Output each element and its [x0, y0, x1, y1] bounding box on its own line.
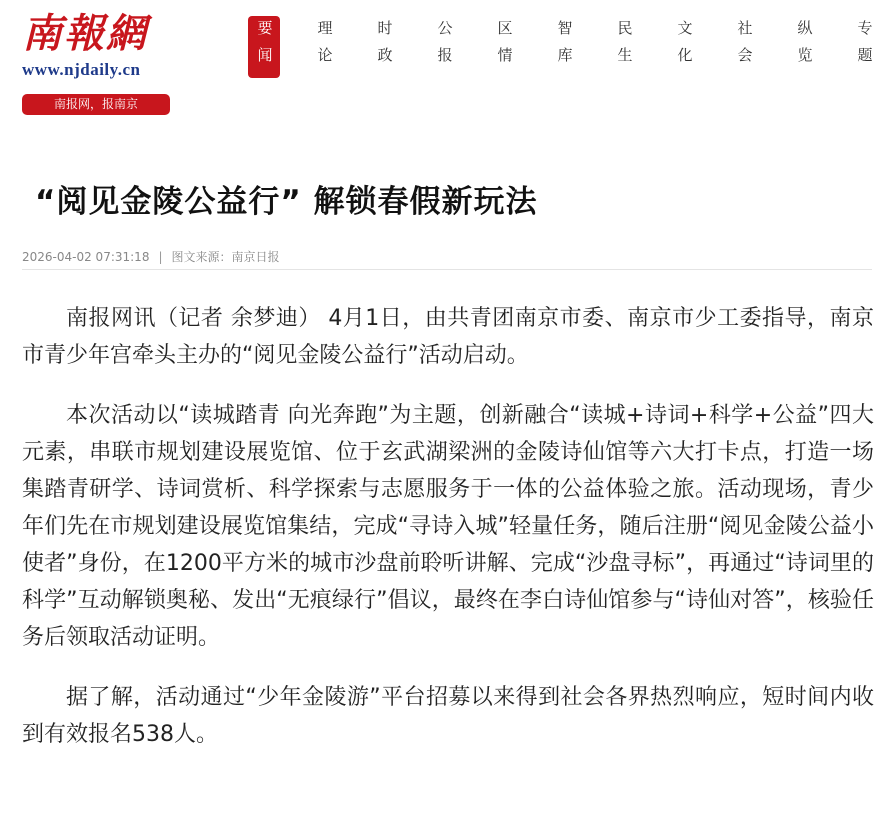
nav-item[interactable]: 民生	[615, 20, 634, 74]
nav-item[interactable]: 区情	[495, 20, 514, 74]
meta-separator: |	[158, 250, 163, 264]
divider	[22, 269, 872, 270]
nav-item[interactable]: 文化	[675, 20, 694, 74]
nav-item[interactable]: 理论	[315, 20, 334, 74]
logo-name: 南報網	[22, 10, 148, 57]
nav-item[interactable]: 时政	[375, 20, 394, 74]
main-nav	[248, 16, 878, 78]
nav-item[interactable]: 智库	[555, 20, 574, 74]
article-paragraph: 据了解，活动通过“少年金陵游”平台招募以来得到社会各界热烈响应，短时间内收到有效报名538人。	[22, 685, 874, 747]
article-source: 图文来源：南京日报	[171, 250, 280, 264]
slogan-badge: 南报网，报南京	[22, 94, 170, 115]
article-paragraph: 本次活动以“读城踏青 向光奔跑”为主题，创新融合“读城+诗词+科学+公益”四大元素，串联市规划建设展览馆、位于玄武湖梁洲的金陵诗仙馆等六大打卡点，打造一场集踏青研学、诗词赏析、科学探索与志愿服务于一体的公益体验之旅。活动现场，青少年们先在市规划建设展览馆集结，完成“寻诗入城”轻量任务，随后注册“阅见金陵公益小使者”身份，在1200平方米的城市沙盘前聆听讲解、完成“沙盘寻标”，再通过“诗词里的科学”互动解锁奥秘、发出“无痕绿行”倡议，最终在李白诗仙馆参与“诗仙对答”，核验任务后领取活动证明。	[22, 403, 874, 650]
nav-item[interactable]: 专题	[855, 20, 874, 74]
article-paragraph: 南报网讯（记者 余梦迪） 4月1日，由共青团南京市委、南京市少工委指导，南京市青少年宫牵头主办的“阅见金陵公益行”活动启动。	[22, 306, 874, 368]
nav-item[interactable]: 社会	[735, 20, 754, 74]
nav-item[interactable]: 要闻	[248, 16, 280, 78]
nav-item[interactable]: 公报	[435, 20, 454, 74]
publish-datetime: 2026-04-02 07:31:18	[22, 250, 150, 264]
logo-url: www.njdaily.cn	[22, 60, 141, 79]
site-header	[0, 0, 887, 125]
article-meta	[22, 248, 280, 265]
site-logo[interactable]	[22, 12, 192, 80]
article-body	[22, 300, 874, 776]
article-title: “阅见金陵公益行” 解锁春假新玩法	[35, 184, 538, 220]
nav-item[interactable]: 纵览	[795, 20, 814, 74]
